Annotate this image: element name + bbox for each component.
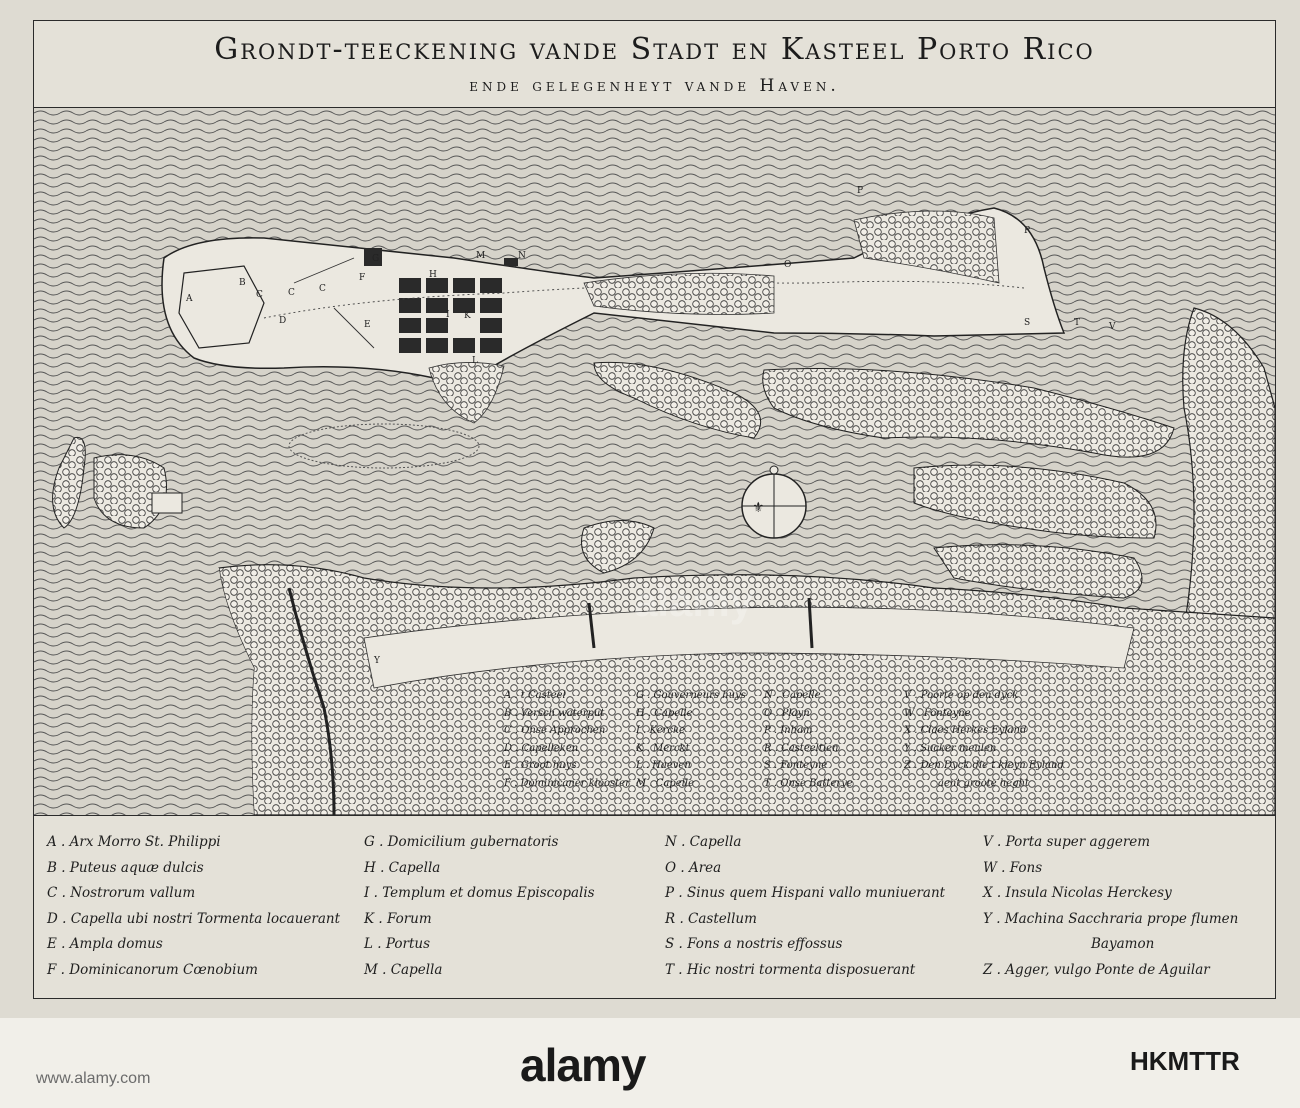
- watermark-bar: [0, 1018, 1300, 1108]
- legend-item: B . Puteus aquæ dulcis: [47, 859, 204, 876]
- legend-item: L . Portus: [364, 936, 431, 952]
- legend-item: A . t Casteel: [504, 690, 566, 701]
- legend-item: X . Claes Herkes Eyland: [904, 725, 1027, 737]
- map-letter: C: [288, 288, 295, 298]
- legend-item: R . Castellum: [665, 910, 757, 927]
- legend-item: T . Hic nostri tormenta disposuerant: [665, 961, 916, 978]
- map-title: Grondt-teeckening vande Stadt en Kasteel Porto Rico: [214, 32, 1095, 67]
- legend-dutch-col-3: [764, 690, 853, 796]
- legend-item: G . Gouverneurs huys: [636, 690, 746, 701]
- svg-text:⚜: ⚜: [752, 500, 765, 516]
- legend-item: G . Domicilium gubernatoris: [364, 834, 559, 850]
- legend-item: C . Nostrorum vallum: [47, 885, 196, 901]
- legend-item: M . Capella: [364, 961, 443, 978]
- map-letter: Y: [374, 656, 380, 666]
- legend-item: E . Groot huys: [504, 760, 577, 772]
- map-letter: V: [1109, 322, 1116, 332]
- legend-item: S . Fonteyne: [764, 760, 828, 772]
- map-letter: M: [476, 251, 486, 261]
- legend-latin-col-4: [983, 834, 1238, 987]
- map-subtitle: ende gelegenheyt vande Haven.: [469, 76, 840, 96]
- legend-dutch-col-4: [904, 690, 1064, 796]
- legend-dutch: [504, 690, 1104, 800]
- legend-dutch-col-1: [504, 690, 630, 796]
- map-letter: I: [446, 310, 450, 320]
- legend-item: F . Dominicaner klooster: [504, 777, 630, 789]
- map-letter: A: [186, 294, 193, 304]
- legend-latin-col-2: [364, 834, 595, 987]
- map-letter: D: [279, 316, 287, 326]
- legend-item: O . Playn: [764, 707, 810, 719]
- legend-item: E . Ampla domus: [47, 936, 163, 952]
- map-letter: P: [857, 186, 864, 196]
- map-letter: R: [1024, 226, 1031, 236]
- legend-item: I . Templum et domus Episcopalis: [364, 885, 595, 901]
- legend-item: D . Capelleken: [504, 742, 579, 754]
- legend-item: aent groote heght: [938, 777, 1030, 789]
- map-letter: C: [256, 290, 263, 300]
- map-letter: T: [1074, 318, 1081, 328]
- legend-item: H . Capelle: [636, 707, 693, 719]
- legend-latin-col-3: [665, 834, 945, 987]
- legend-item: D . Capella ubi nostri Tormenta locauerant: [47, 910, 341, 927]
- legend-item: K . Merckt: [636, 742, 690, 754]
- legend-item: X . Insula Nicolas Herckesy: [983, 885, 1172, 901]
- legend-item: S . Fons a nostris effossus: [665, 936, 843, 952]
- legend-item: R . Casteeltien: [764, 742, 839, 754]
- map-letter: C: [319, 284, 326, 294]
- legend-item: F . Dominicanorum Cœnobium: [47, 961, 258, 978]
- watermark-url: www.alamy.com: [36, 1070, 151, 1087]
- map-letter: S: [1024, 318, 1031, 328]
- legend-item: W . Fonteyne: [904, 707, 971, 719]
- map-letter: G: [372, 254, 380, 264]
- legend-item: A . Arx Morro St. Philippi: [47, 834, 221, 850]
- legend-item: M . Capelle: [636, 777, 695, 789]
- legend-item: T . Onse Batterye: [764, 777, 853, 789]
- legend-item: C . Onse Approchen: [504, 725, 606, 737]
- legend-item: V . Porta super aggerem: [983, 834, 1151, 850]
- legend-item: Z . Den Dyck die t kleyn Eyland: [904, 760, 1064, 772]
- legend-item: N . Capelle: [764, 690, 821, 701]
- watermark-overlay: alamy: [634, 578, 754, 625]
- image-id: HKMTTR: [1130, 1046, 1240, 1076]
- alamy-logo: alamy: [520, 1039, 646, 1091]
- legend-item: P . Sinus quem Hispani vallo muniuerant: [665, 885, 946, 901]
- map-letter: F: [359, 273, 366, 283]
- legend-item: B . Versch waterput: [504, 707, 605, 719]
- map-letter: H: [429, 270, 437, 280]
- legend-item: Bayamon: [1091, 936, 1155, 952]
- map-letter: L: [472, 356, 478, 366]
- map-letter: B: [239, 278, 246, 288]
- title-cartouche: [33, 20, 1276, 108]
- legend-item: Y . Sucker meulen: [904, 742, 997, 754]
- legend-item: O . Area: [665, 859, 722, 876]
- legend-item: I . Kercke: [636, 725, 685, 737]
- legend-dutch-col-2: [636, 690, 746, 796]
- map-letter: O: [784, 260, 792, 270]
- legend-item: N . Capella: [665, 834, 742, 850]
- legend-item: L . Haeven: [636, 760, 691, 772]
- map-letter: E: [364, 320, 371, 330]
- legend-item: Y . Machina Sacchraria prope flumen: [983, 910, 1239, 927]
- legend-item: W . Fons: [983, 859, 1043, 876]
- map-letter: N: [518, 251, 526, 261]
- legend-item: H . Capella: [364, 859, 441, 876]
- legend-latin-col-1: [47, 834, 340, 987]
- legend-item: P . Inham: [764, 725, 813, 737]
- legend-item: Z . Agger, vulgo Ponte de Aguilar: [983, 961, 1210, 978]
- map-letter: K: [464, 311, 471, 321]
- legend-item: V . Poorte op den dyck: [904, 690, 1019, 701]
- legend-item: K . Forum: [364, 910, 432, 927]
- legend-latin: [33, 815, 1276, 999]
